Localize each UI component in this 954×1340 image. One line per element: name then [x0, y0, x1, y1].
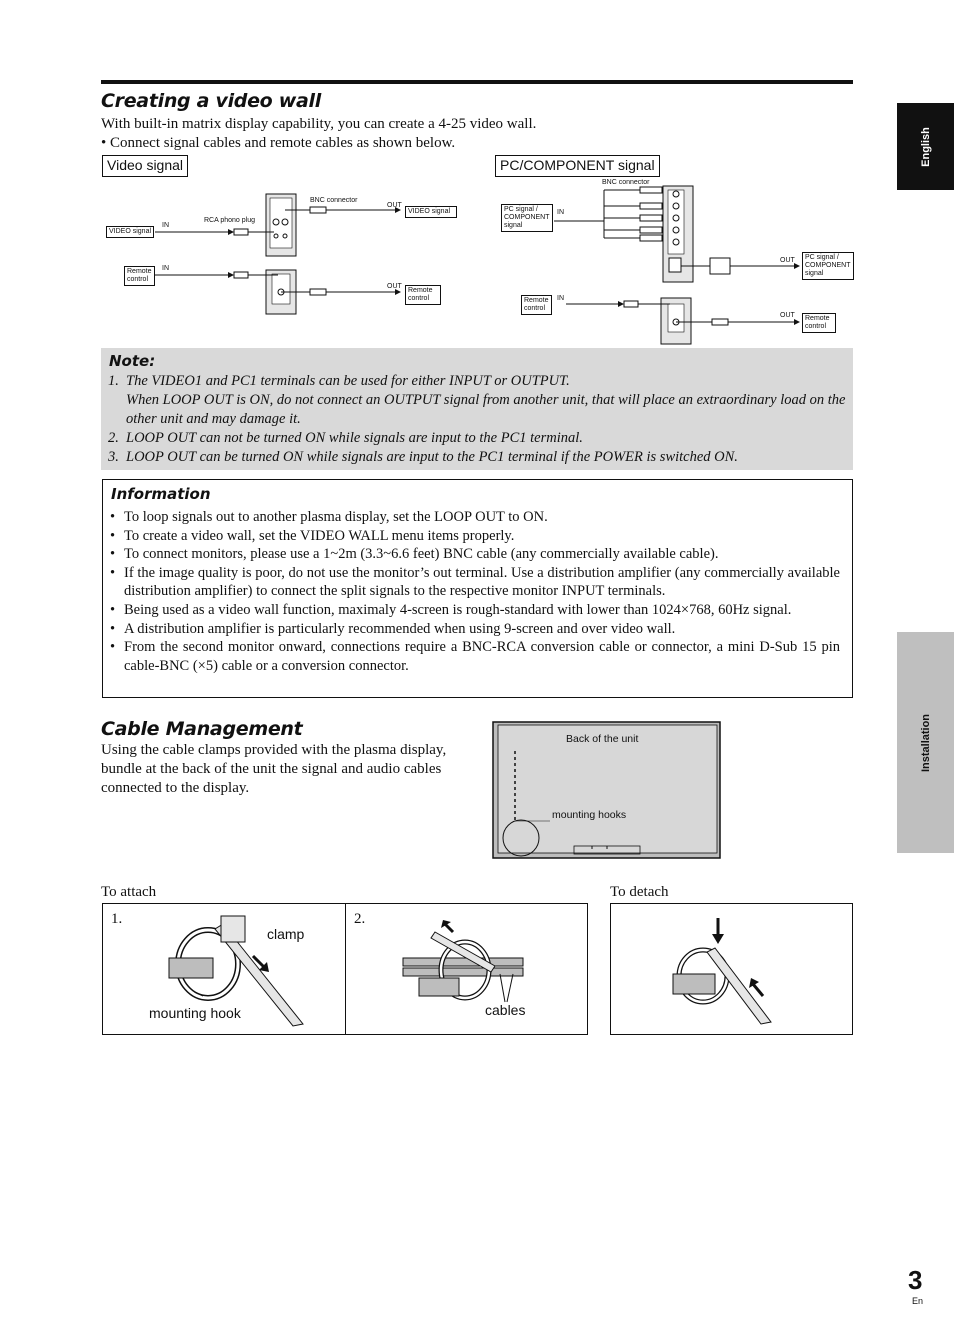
installation-tab-label: Installation [919, 713, 932, 772]
pc-line3: signal [504, 222, 523, 229]
information-item: • Being used as a video wall function, maximaly 4-screen is rough-standard with lower than 1024×768, 60Hz signal. [110, 601, 840, 620]
clamp-cables-drawing [345, 904, 587, 1034]
pc-signal-out-box [802, 252, 854, 280]
note-item [108, 448, 848, 467]
note-number: 1. [108, 373, 119, 389]
note-number: 2. [108, 430, 119, 446]
remote-line2: control [524, 305, 546, 312]
detach-box [610, 903, 853, 1035]
back-of-unit-label: Back of the unit [566, 733, 639, 745]
cable-management-text: Using the cable clamps provided with the plasma display, bundle at the back of the unit the signal and audio cables connected to the display. [101, 742, 447, 796]
information-title: Information [111, 485, 211, 503]
back-of-unit-illustration [492, 721, 721, 859]
information-box [102, 479, 853, 698]
video-signal-label: Video signal [102, 155, 188, 177]
installation-tab [897, 632, 954, 853]
note-item [108, 372, 848, 391]
out-label: OUT [780, 312, 795, 319]
pc-line2: COMPONENT [805, 262, 851, 269]
in-label: IN [557, 209, 564, 216]
information-item: • From the second monitor onward, connections require a BNC-RCA conversion cable or connector, a mini D-Sub 15 pin cable-BNC (×5) cable or a conversion connector. [110, 638, 840, 675]
step-2-number: 2. [354, 911, 366, 927]
pc-signal-in-box [501, 204, 553, 232]
remote-line1: Remote [524, 297, 549, 304]
bnc-connector-label: BNC connector [310, 197, 358, 204]
note-number: 3. [108, 449, 119, 465]
information-item: • To loop signals out to another plasma display, set the LOOP OUT to ON. [110, 508, 840, 527]
in-label: IN [557, 295, 564, 302]
video-signal-diagram [100, 180, 470, 320]
remote-line1: Remote [127, 268, 152, 275]
mounting-hooks-label: mounting hooks [552, 809, 627, 821]
in-label: IN [162, 222, 169, 229]
information-item: • To connect monitors, please use a 1~2m (3.3~6.6 feet) BNC cable (any commercially available cable). [110, 545, 840, 564]
in-label: IN [162, 265, 169, 272]
section-top-rule [101, 80, 853, 84]
language-code: En [912, 1296, 924, 1306]
information-list [110, 508, 840, 675]
remote-line2: control [127, 276, 149, 283]
attach-steps-box [102, 903, 588, 1035]
note-box [101, 348, 853, 470]
information-item: • A distribution amplifier is particularly recommended when using 9-screen and over video wall. [110, 620, 840, 639]
cables-label: cables [485, 1002, 526, 1018]
english-tab [897, 103, 954, 190]
remote-control-in-box [124, 266, 155, 286]
to-detach-label: To detach [610, 884, 669, 900]
mounting-hook-label: mounting hook [149, 1005, 241, 1021]
note-text: LOOP OUT can not be turned ON while signals are input to the PC1 terminal. [126, 430, 583, 446]
note-list [108, 372, 848, 467]
page-number: 3 [908, 1265, 923, 1295]
out-label: OUT [387, 202, 402, 209]
cable-management-heading: Cable Management [101, 718, 303, 740]
pc-component-diagram [498, 176, 858, 346]
pc-line1: PC signal / [805, 254, 839, 261]
step-1-number: 1. [111, 911, 123, 927]
video-wall-bullet: • Connect signal cables and remote cables as shown below. [101, 135, 456, 151]
information-item: • If the image quality is poor, do not use the monitor’s out terminal. Use a distribution amplifier (any commercially available distribution amplifier) to connect the split signals to the respective monitor INPUT terminals. [110, 564, 840, 601]
note-title: Note: [109, 352, 156, 370]
pc-line3: signal [805, 270, 824, 277]
english-tab-label: English [919, 126, 932, 167]
note-text: LOOP OUT can be turned ON while signals are input to the PC1 terminal if the POWER is switched ON. [126, 449, 738, 465]
video-signal-in-box: VIDEO signal [106, 226, 154, 238]
video-wall-intro: With built-in matrix display capability, you can create a 4-25 video wall. [101, 116, 537, 132]
note-text: When LOOP OUT is ON, do not connect an OUTPUT signal from another unit, that will place an extraordinary load on the other unit and may damage it. [126, 392, 846, 427]
bnc-connector-label: BNC connector [602, 179, 650, 186]
note-item [108, 391, 848, 429]
remote-control-in-box [521, 295, 552, 315]
clamp-label: clamp [267, 926, 305, 942]
clamp-detach-drawing [611, 904, 852, 1034]
remote-line1: Remote [805, 315, 830, 322]
pc-component-label: PC/COMPONENT signal [495, 155, 660, 177]
remote-control-out-box [405, 285, 441, 305]
rca-plug-label: RCA phono plug [204, 217, 255, 224]
remote-control-out-box [802, 313, 836, 333]
video-wall-heading: Creating a video wall [101, 90, 321, 112]
remote-line1: Remote [408, 287, 433, 294]
note-item [108, 429, 848, 448]
out-label: OUT [387, 283, 402, 290]
to-attach-label: To attach [101, 884, 157, 900]
pc-line2: COMPONENT [504, 214, 550, 221]
pc-line1: PC signal / [504, 206, 538, 213]
information-item: • To create a video wall, set the VIDEO WALL menu items properly. [110, 527, 840, 546]
note-text: The VIDEO1 and PC1 terminals can be used for either INPUT or OUTPUT. [126, 373, 570, 389]
remote-line2: control [805, 323, 827, 330]
remote-line2: control [408, 295, 430, 302]
out-label: OUT [780, 257, 795, 264]
video-signal-out-box: VIDEO signal [405, 206, 457, 218]
